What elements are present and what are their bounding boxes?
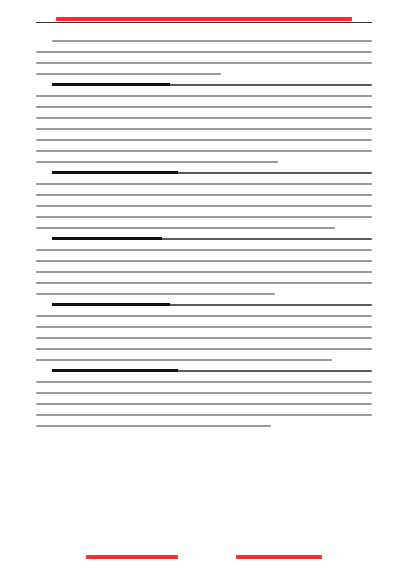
text-line (52, 84, 372, 86)
paragraph (36, 304, 372, 361)
section-heading (52, 369, 178, 372)
text-line (36, 392, 372, 394)
paragraph (36, 238, 372, 295)
paragraph (36, 84, 372, 163)
text-line (36, 227, 335, 229)
text-line (36, 194, 372, 196)
text-line (36, 150, 372, 152)
header-banner-text (56, 17, 352, 21)
footer-contact-1 (86, 555, 178, 559)
text-line (36, 183, 372, 185)
text-line (36, 51, 372, 53)
text-line (36, 106, 372, 108)
text-line (36, 271, 372, 273)
text-line (36, 326, 372, 328)
text-line (36, 216, 372, 218)
text-line (36, 139, 372, 141)
paragraph (36, 370, 372, 427)
text-line (36, 337, 372, 339)
text-line (36, 403, 372, 405)
text-line (36, 117, 372, 119)
text-line (52, 370, 372, 372)
text-line (52, 238, 372, 240)
text-line (36, 260, 372, 262)
paragraph (36, 172, 372, 229)
paragraph (36, 40, 372, 75)
text-line (36, 62, 372, 64)
text-line (36, 381, 372, 383)
header-banner (36, 6, 372, 23)
text-line (36, 348, 372, 350)
text-line (36, 414, 372, 416)
section-heading (52, 83, 170, 86)
text-line (36, 315, 372, 317)
text-line (52, 40, 372, 42)
text-line (36, 293, 275, 295)
text-line (36, 359, 332, 361)
section-heading (52, 303, 170, 306)
text-line (36, 282, 372, 284)
text-line (36, 205, 372, 207)
text-line (52, 172, 372, 174)
text-line (36, 161, 278, 163)
text-line (36, 95, 372, 97)
section-heading (52, 237, 162, 240)
footer-contact-2 (236, 555, 322, 559)
text-line (36, 249, 372, 251)
section-heading (52, 171, 178, 174)
text-line (52, 304, 372, 306)
footer-contact (36, 550, 372, 564)
text-line (36, 128, 372, 130)
text-line (36, 73, 221, 75)
text-line (36, 425, 271, 427)
document-body (36, 40, 372, 536)
